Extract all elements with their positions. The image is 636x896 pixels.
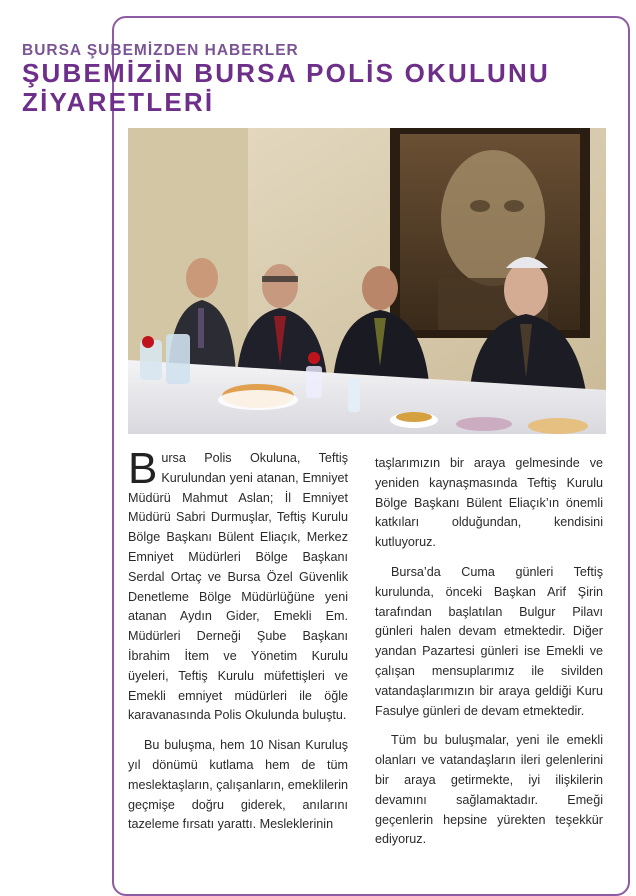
section-label: BURSA ŞUBEMİZDEN HABERLER [22, 42, 299, 59]
article-column-1 [128, 444, 348, 845]
paragraph-text: ursa Polis Okuluna, Teftiş Kurulundan yeni atanan, Emniyet Müdürü Mahmut Aslan; İl Emniyet Müdürü Sabri Durmuşlar, Teftiş Kurulu Bölge Başkanı Bülent Eliaçık, Merkez Emniyet Müdürleri Bölge Başkanı Serdal Ortaç ve Bursa Özel Güvenlik Denetleme Bölge Müdürlüğüne yeni atanan Aydın Gider, Emekli Em. Müdürleri Derneği Şube Başkanı İbrahim İtem ve Yönetim Kurulu üyeleri, Teftiş Kurulu müfettişleri ve Emekli emniyet müdürleri ile öğle karavanasında Polis Okulunda buluştu. [128, 451, 348, 723]
paragraph: Bu buluşma, hem 10 Nisan Kuruluş yıl dönümü kutlama hem de tüm meslektaşların, çalışanların, emeklilerin geçmişe doğru giderek, anılarını tazeleme fırsatı yarattı. Mesleklerinin [128, 738, 348, 832]
meeting-photo [128, 128, 606, 434]
drop-cap: B [128, 444, 158, 493]
article-headline [22, 59, 622, 117]
headline-line-2: ZİYARETLERİ [22, 87, 215, 117]
article-column-2 [375, 454, 603, 860]
paragraph: Bursa’da Cuma günleri Teftiş kurulunda, önceki Başkan Arif Şirin tarafından başlatılan Bulgur Pilavı günleri halen devam etmektedir. Diğer yandan Pazartesi günleri ise Emekli ve çalışan mensuplarımız ile sivilden vatandaşlarımızın bir araya geldiği Kuru Fasulye günleri de devam etmektedir. [375, 564, 603, 718]
paragraph: taşlarımızın bir araya gelmesinde ve yeniden kaynaşmasında Teftiş Kurulu Bölge Başkanı Bülent Eliaçık’ın önemli katkıları olduğundan, kendisini kutluyoruz. [375, 456, 603, 550]
paragraph [128, 444, 348, 726]
headline-line-1: ŞUBEMİZİN BURSA POLİS OKULUNU [22, 58, 550, 88]
paragraph: Tüm bu buluşmalar, yeni ile emekli olanları ve vatandaşların ileri gelenlerini bir araya getirmekte, iyi ilişkilerin devamını sağlamaktadır. Emeği geçenlerin hepsine yürekten teşekkür ediyoruz. [375, 733, 603, 847]
